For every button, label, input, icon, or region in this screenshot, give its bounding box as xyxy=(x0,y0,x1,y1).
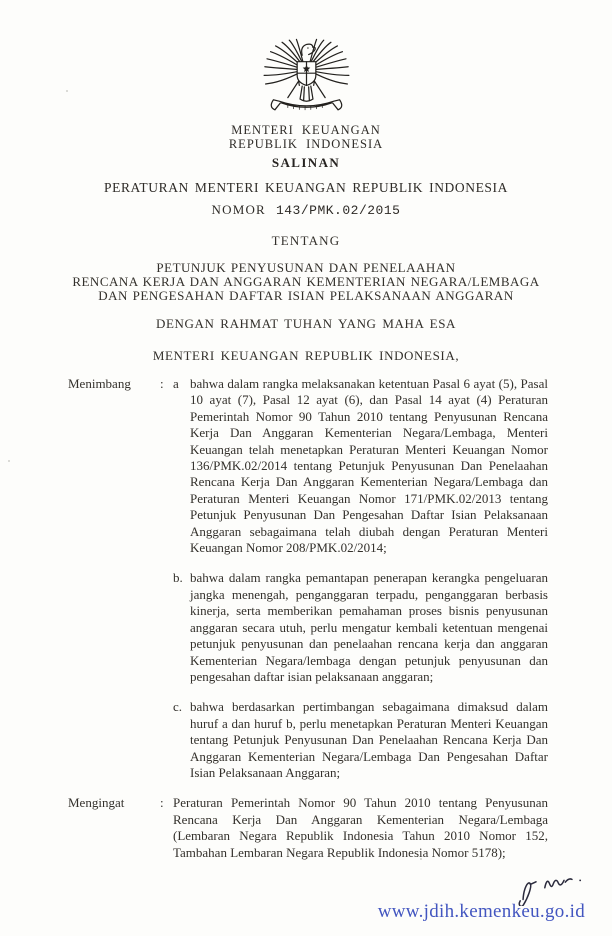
authority-line: MENTERI KEUANGAN REPUBLIK INDONESIA, xyxy=(152,348,460,363)
regulation-number-row xyxy=(0,202,612,218)
regulation-number-value: 143/PMK.02/2015 xyxy=(275,203,401,218)
item-marker: c. xyxy=(173,699,183,715)
legal-basis-colon: : xyxy=(160,795,164,811)
consideration-item-b xyxy=(173,570,548,685)
regulation-number-label: NOMOR xyxy=(211,202,266,217)
considerations-section xyxy=(68,376,548,781)
consideration-item-c xyxy=(173,699,548,781)
subject-line2: RENCANA KERJA DAN ANGGARAN KEMENTERIAN NEGARA/LEMBAGA xyxy=(72,274,540,289)
consideration-item-a xyxy=(173,376,548,556)
about-label: TENTANG xyxy=(271,233,341,248)
legal-basis-text: Peraturan Pemerintah Nomor 90 Tahun 2010 tentang Penyusunan Rencana Kerja Dan Anggaran Kementerian Negara/Lembaga (Lembaran Negara Republik Indonesia Tahun 2010 Nomor 152, Tambahan Lembaran Negara Republik Indonesia Nomor 5178); xyxy=(173,795,548,860)
preamble xyxy=(0,376,612,861)
considerations-list xyxy=(173,376,548,781)
item-text: bahwa dalam rangka pemantapan penerapan kerangka pengeluaran jangka menengah, penganggaran terpadu, penganggaran berbasis kinerja, serta memberikan pemahaman proses bisnis penyusunan anggaran secara utuh, perlu mengatur kembali ketentuan mengenai petunjuk penyusunan dan penelaahan rencana kerja dan anggaran Kementerian Negara/lembaga dengan petunjuk penyusunan dan pengesahan daftar isian pelaksanaan anggaran; xyxy=(190,570,548,684)
ministry-name-line2: REPUBLIK INDONESIA xyxy=(228,136,384,151)
document-header xyxy=(0,0,612,364)
garuda-pancasila-emblem-icon xyxy=(259,38,354,117)
regulation-title: PERATURAN MENTERI KEUANGAN REPUBLIK INDONESIA xyxy=(104,180,508,195)
invocation-line: DENGAN RAHMAT TUHAN YANG MAHA ESA xyxy=(155,316,457,331)
scan-speck xyxy=(66,90,68,92)
item-text: bahwa dalam rangka melaksanakan ketentuan Pasal 6 ayat (5), Pasal 10 ayat (7), Pasal 12 ayat (6), dan Pasal 14 ayat (4) Peraturan Pemerintah Nomor 90 Tahun 2010 tentang Penyusunan Rencana Kerja Dan Anggaran Kementerian Negara/Lembaga, Menteri Keuangan telah menetapkan Peraturan Menteri Keuangan Nomor 136/PMK.02/2014 tentang Petunjuk Penyusunan Dan Penelaahan Rencana Kerja Dan Anggaran Kementerian Negara/Lembaga dan Peraturan Menteri Keuangan Nomor 171/PMK.02/2013 tentang Petunjuk Penyusunan Dan Pengesahan Daftar Isian Pelaksanaan Anggaran sebagaimana telah diubah dengan Peraturan Menteri Keuangan Nomor 208/PMK.02/2014; xyxy=(190,376,548,556)
scan-speck xyxy=(8,460,10,462)
copy-label: SALINAN xyxy=(271,155,341,170)
legal-basis-label: Mengingat xyxy=(68,795,125,811)
considerations-colon: : xyxy=(160,376,164,391)
item-marker: a xyxy=(173,376,179,391)
considerations-label: Menimbang xyxy=(68,376,131,391)
regulation-subject xyxy=(0,261,612,303)
ministry-name-line1: MENTERI KEUANGAN xyxy=(231,123,381,137)
scan-speck xyxy=(420,858,422,860)
legal-basis-section xyxy=(68,795,548,861)
jdih-watermark-link: www.jdih.kemenkeu.go.id xyxy=(377,901,585,922)
subject-line1: PETUNJUK PENYUSUNAN DAN PENELAAHAN xyxy=(156,260,456,275)
item-text: bahwa berdasarkan pertimbangan sebagaimana dimaksud dalam huruf a dan huruf b, perlu menetapkan Peraturan Menteri Keuangan tentang Petunjuk Penyusunan Dan Penelaahan Rencana Kerja Dan Anggaran Kementerian Negara/Lembaga Dan Pengesahan Daftar Isian Pelaksanaan Anggaran; xyxy=(190,699,548,780)
subject-line3: DAN PENGESAHAN DAFTAR ISIAN PELAKSANAAN ANGGARAN xyxy=(98,288,514,303)
item-marker: b. xyxy=(173,570,183,586)
